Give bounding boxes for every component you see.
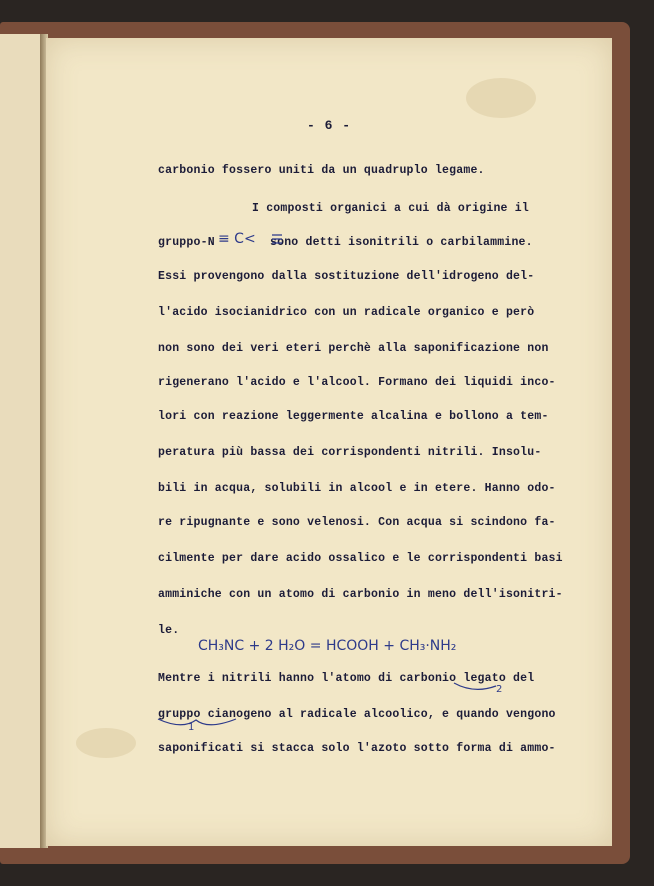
- text-line: amminiche con un atomo di carbonio in meno dell'isonitri-: [158, 588, 563, 601]
- text-line: lori con reazione leggermente alcalina e bollono a tem-: [158, 410, 549, 423]
- typewritten-page: [46, 38, 612, 846]
- handwritten-group-symbol: ≡ C<: [218, 231, 256, 247]
- text-line: Mentre i nitrili hanno l'atomo di carbonio legato del: [158, 672, 535, 685]
- page-number: - 6 -: [306, 118, 351, 133]
- underline-brace-2: [454, 683, 496, 689]
- text-line: saponificati si stacca solo l'azoto sotto forma di ammo-: [158, 742, 556, 755]
- text-line: Essi provengono dalla sostituzione dell'idrogeno del-: [158, 270, 535, 283]
- text-line: l'acido isocianidrico con un radicale organico e però: [158, 306, 535, 319]
- handwritten-equation: CH₃NC + 2 H₂O = HCOOH + CH₃·NH₂: [198, 638, 457, 654]
- text-line: le.: [158, 624, 180, 637]
- text-line: bili in acqua, solubili in alcool e in etere. Hanno odo-: [158, 482, 556, 495]
- handwritten-mark-2: 2: [496, 684, 503, 695]
- text-line: peratura più bassa dei corrispondenti nitrili. Insolu-: [158, 446, 542, 459]
- handwritten-mark-1: 1: [188, 722, 195, 733]
- text-line: cilmente per dare acido ossalico e le corrispondenti basi: [158, 552, 563, 565]
- text-line: carbonio fossero uniti da un quadruplo legame.: [158, 164, 485, 177]
- text-line: gruppo-N: [158, 236, 215, 249]
- text-line: sono detti isonitrili o carbilammine.: [270, 236, 533, 249]
- facing-page-edge: [0, 34, 42, 848]
- handwritten-annotations: [46, 38, 612, 846]
- triple-bond-strokes: [272, 235, 282, 243]
- text-line: I composti organici a cui dà origine il: [252, 202, 529, 215]
- text-line: non sono dei veri eteri perchè alla saponificazione non: [158, 342, 549, 355]
- underline-brace-1: [158, 719, 236, 725]
- text-line: gruppo cianogeno al radicale alcoolico, e quando vengono: [158, 708, 556, 721]
- text-line: re ripugnante e sono velenosi. Con acqua si scindono fa-: [158, 516, 556, 529]
- text-line: rigenerano l'acido e l'alcool. Formano dei liquidi inco-: [158, 376, 556, 389]
